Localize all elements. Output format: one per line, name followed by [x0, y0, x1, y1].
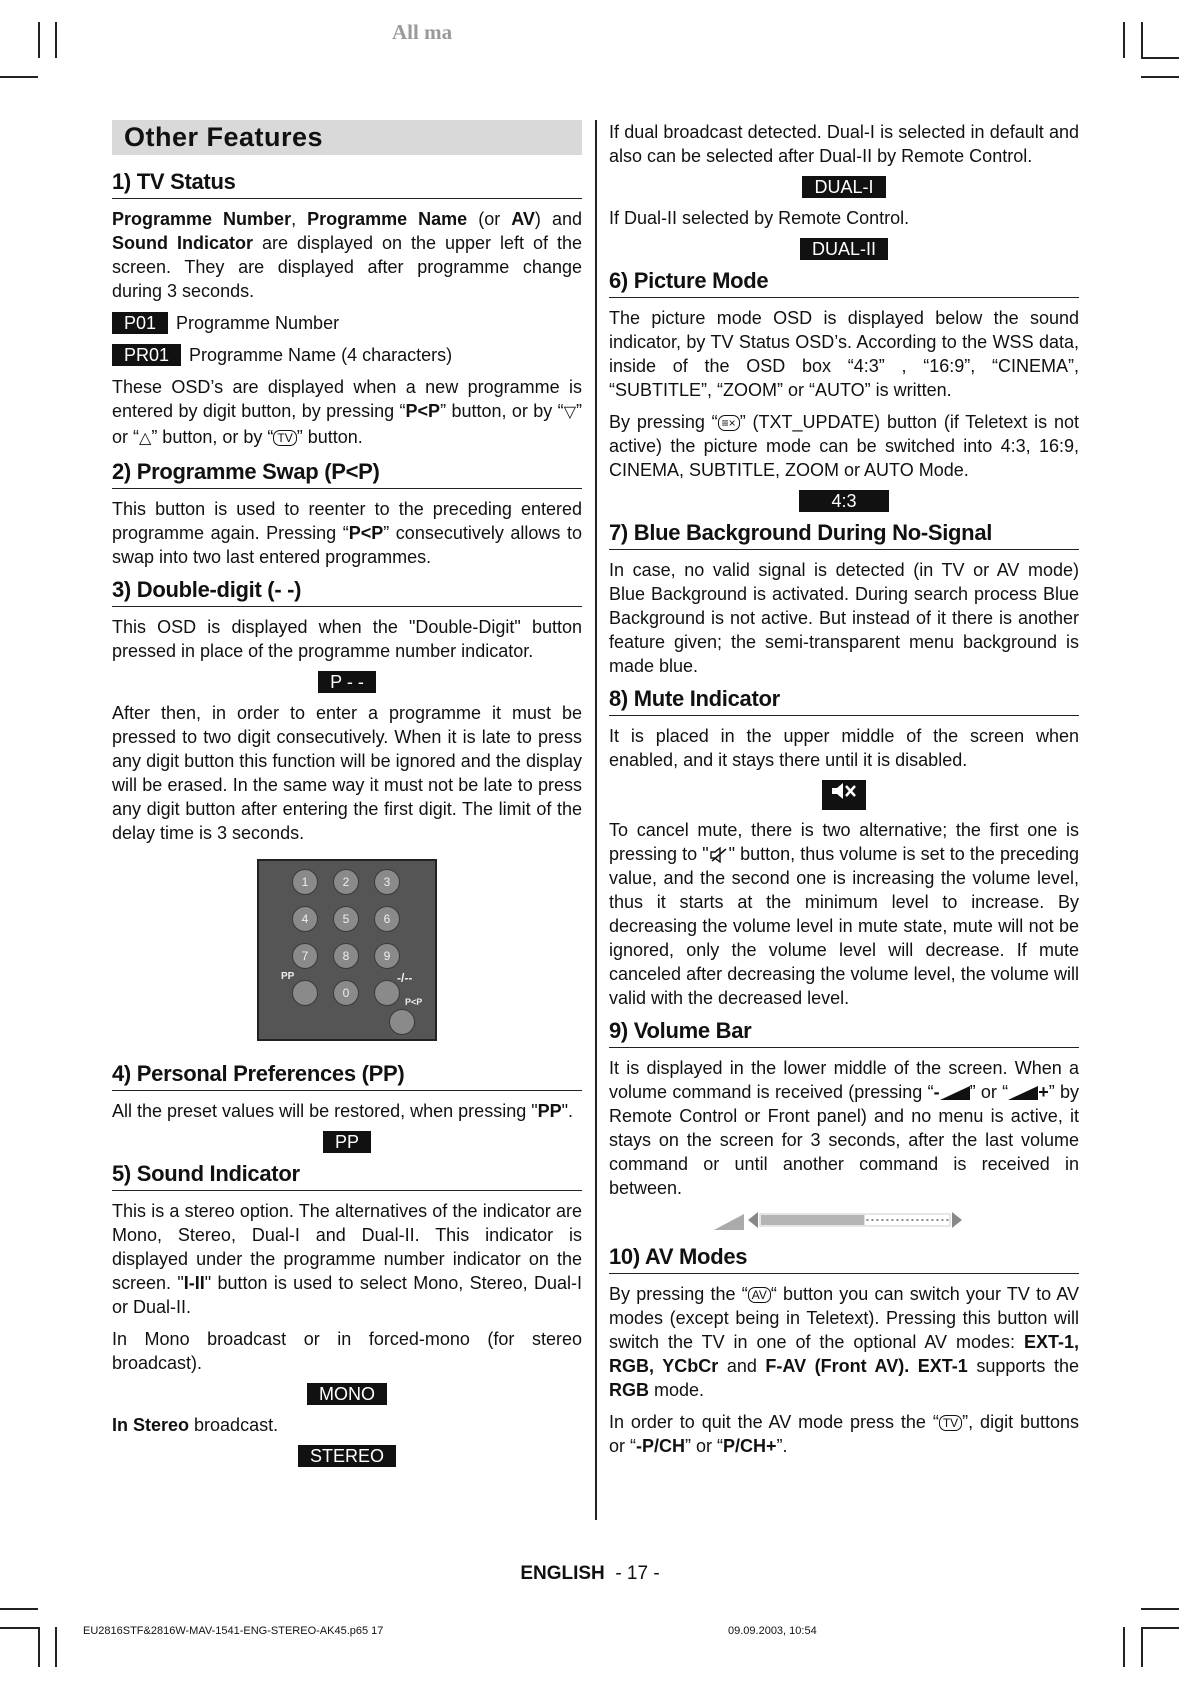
volume-paragraph: It is displayed in the lower middle of the screen. When a volume command is received (pressing “- ” or “ +” by Remote Control or Front panel) and no menu is active, it stays on the screen for 3 seconds, after the last volume command or until another command is received in between.: [609, 1058, 1080, 1198]
double-digit-paragraph: This OSD is displayed when the "Double-Digit" button pressed in place of the programme number indicator.: [112, 617, 582, 661]
mute-paragraph: It is placed in the upper middle of the screen when enabled, and it stays there until it is disabled.: [609, 726, 1079, 770]
down-triangle-icon: ▽: [563, 404, 576, 421]
volume-down-icon: [940, 1086, 970, 1100]
tv-status-paragraph: Programme Number, Programme Name (or AV) and Sound Indicator are displayed on the upper left of the screen. They are displayed after programme change during 3 seconds.: [112, 209, 583, 301]
tv-status-paragraph-2: These OSD’s are displayed when a new programme is entered by digit button, by pressing “P<P” button, or by “▽” or “△” button, or by “ TV ” button.: [112, 375, 582, 451]
osd-p01: P01: [112, 312, 168, 334]
crop-mark: [1141, 1627, 1179, 1629]
right-column: [609, 120, 1079, 1466]
av-button-icon: AV: [748, 1287, 771, 1303]
osd-p-dash: P - -: [318, 671, 376, 693]
crop-mark: [1141, 1608, 1179, 1610]
tv-button-icon: TV: [273, 430, 296, 446]
sound-dual2-paragraph: If Dual-II selected by Remote Control.: [609, 208, 910, 228]
swap-paragraph: This button is used to reenter to the preceding entered programme again. Pressing “P<P” consecutively allows to swap into two last entered programmes.: [112, 499, 582, 567]
section-heading-mute: 8) Mute Indicator: [609, 686, 1079, 716]
crop-mark: [1141, 22, 1143, 58]
section-heading-av: 10) AV Modes: [609, 1244, 1079, 1274]
remote-key-6: 6: [374, 906, 400, 932]
volume-up-icon: [1008, 1086, 1038, 1100]
remote-dash-label: -/--: [397, 971, 413, 985]
watermark: All ma: [392, 20, 453, 44]
crop-mark: [1123, 1627, 1125, 1667]
remote-key-pp-swap: [389, 1009, 415, 1035]
crop-mark: [55, 22, 57, 58]
osd-pr01: PR01: [112, 344, 181, 366]
remote-key-pp: [292, 980, 318, 1006]
osd-dual-1: DUAL-I: [802, 176, 885, 198]
double-digit-paragraph-2: After then, in order to enter a programme it must be pressed to two digit consecutively. When it is late to press any digit button this function will be ignored and the display will be erased. In the same way it must not be late to press any digit button after entering the first digit. The limit of the delay time is 3 seconds.: [112, 703, 582, 843]
crop-mark: [0, 1627, 38, 1629]
section-heading-swap: 2) Programme Swap (P<P): [112, 459, 582, 489]
osd-label: Programme Name (4 characters): [189, 345, 453, 365]
column-divider: [595, 120, 597, 1520]
crop-mark: [0, 1608, 38, 1610]
remote-key-1: 1: [292, 869, 318, 895]
remote-key-0: 0: [333, 980, 359, 1006]
crop-mark: [55, 1627, 57, 1667]
crop-mark: [1141, 76, 1179, 78]
remote-key-9: 9: [374, 943, 400, 969]
section-heading-blue: 7) Blue Background During No-Signal: [609, 520, 1079, 550]
remote-key-4: 4: [292, 906, 318, 932]
mute-speaker-icon: [822, 780, 866, 810]
remote-pp-swap-label: P<P: [405, 997, 423, 1007]
txt-update-button-icon: ≡×: [718, 415, 740, 431]
osd-row-programme-number: [112, 311, 582, 335]
crop-mark: [0, 76, 38, 78]
mute-button-icon: [709, 847, 729, 863]
footer-filename: EU2816STF&2816W-MAV-1541-ENG-STEREO-AK45.p65 17: [83, 1625, 384, 1637]
section-heading-volume: 9) Volume Bar: [609, 1018, 1079, 1048]
osd-pp: PP: [323, 1131, 371, 1153]
crop-mark: [1141, 57, 1179, 59]
left-column: [112, 120, 582, 1475]
osd-row-programme-name: [112, 343, 582, 367]
pp-paragraph: All the preset values will be restored, when pressing "PP".: [112, 1101, 574, 1121]
picture-paragraph-2: By pressing “ ≡× ” (TXT_UPDATE) button (if Teletext is not active) the picture mode can be switched into 4:3, 16:9, CINEMA, SUBTITLE, ZOOM or AUTO Mode.: [609, 412, 1079, 480]
sound-paragraph: This is a stereo option. The alternatives of the indicator are Mono, Stereo, Dual-I and Dual-II. This indicator is displayed under the programme number indicator on the screen. "I-II" button is used to select Mono, Stereo, Dual-I or Dual-II.: [112, 1201, 582, 1317]
blue-paragraph: In case, no valid signal is detected (in TV or AV mode) Blue Background is activated. During search process Blue Background is not active. But instead of it there is another feature given; the semi-transparent menu background is made blue.: [609, 560, 1079, 676]
osd-4-3: 4:3: [799, 490, 888, 512]
sound-dual-paragraph: If dual broadcast detected. Dual-I is selected in default and also can be selected after Dual-II by Remote Control.: [609, 122, 1079, 166]
section-heading-double-digit: 3) Double-digit (- -): [112, 577, 582, 607]
crop-mark: [38, 1627, 40, 1667]
osd-stereo: STEREO: [298, 1445, 396, 1467]
section-heading-sound: 5) Sound Indicator: [112, 1161, 582, 1191]
remote-key-5: 5: [333, 906, 359, 932]
page-footer: [0, 1563, 1180, 1585]
footer-language: ENGLISH: [520, 1563, 605, 1584]
osd-dual-2: DUAL-II: [800, 238, 888, 260]
av-paragraph-2: In order to quit the AV mode press the “ TV ”, digit buttons or “-P/CH” or “P/CH+”.: [609, 1412, 1080, 1456]
av-paragraph: By pressing the “ AV “ button you can switch your TV to AV modes (except being in Teletext). Pressing this button will switch the TV in one of the optional AV modes: EXT-1, RGB, YCbCr and F-AV (Front AV). EXT-1 supports the RGB mode.: [609, 1284, 1079, 1400]
remote-keypad-illustration: [257, 859, 437, 1041]
up-triangle-icon: △: [139, 430, 152, 447]
osd-label: Programme Number: [176, 313, 340, 333]
mute-paragraph-2: To cancel mute, there is two alternative; the first one is pressing to " " button, thus volume is set to the preceding value, and the second one is increasing the volume level, thus it starts at the minimum level to increase. By decreasing the volume level in mute state, mute will not be ignored, only the volume level will decrease. If mute canceled after decreasing the volume level, the volume will valid with the decreased level.: [609, 820, 1079, 1008]
crop-mark: [1141, 1627, 1143, 1667]
sound-stereo-paragraph: In Stereo broadcast.: [112, 1415, 279, 1435]
footer-page-number: - 17 -: [604, 1563, 660, 1584]
crop-mark: [1123, 22, 1125, 58]
remote-key-3: 3: [374, 869, 400, 895]
sound-mono-paragraph: In Mono broadcast or in forced-mono (for stereo broadcast).: [112, 1329, 582, 1373]
osd-mono: MONO: [307, 1383, 387, 1405]
section-heading-tv-status: 1) TV Status: [112, 169, 582, 199]
remote-key-8: 8: [333, 943, 359, 969]
section-heading-pp: 4) Personal Preferences (PP): [112, 1061, 582, 1091]
footer-page-index: 17: [371, 1625, 384, 1637]
page-title: Other Features: [112, 120, 582, 155]
picture-paragraph: The picture mode OSD is displayed below the sound indicator, by TV Status OSD’s. According to the WSS data, inside of the OSD box “4:3” , “16:9”, “CINEMA”, “SUBTITLE”, “ZOOM” or “AUTO” is written.: [609, 308, 1079, 400]
tv-button-icon: TV: [939, 1415, 962, 1431]
section-heading-picture: 6) Picture Mode: [609, 268, 1079, 298]
remote-pp-label: PP: [281, 971, 295, 982]
crop-mark: [38, 22, 40, 58]
remote-key-2: 2: [333, 869, 359, 895]
remote-key-7: 7: [292, 943, 318, 969]
volume-bar-illustration: [714, 1208, 974, 1232]
footer-datetime: 09.09.2003, 10:54: [728, 1625, 817, 1637]
